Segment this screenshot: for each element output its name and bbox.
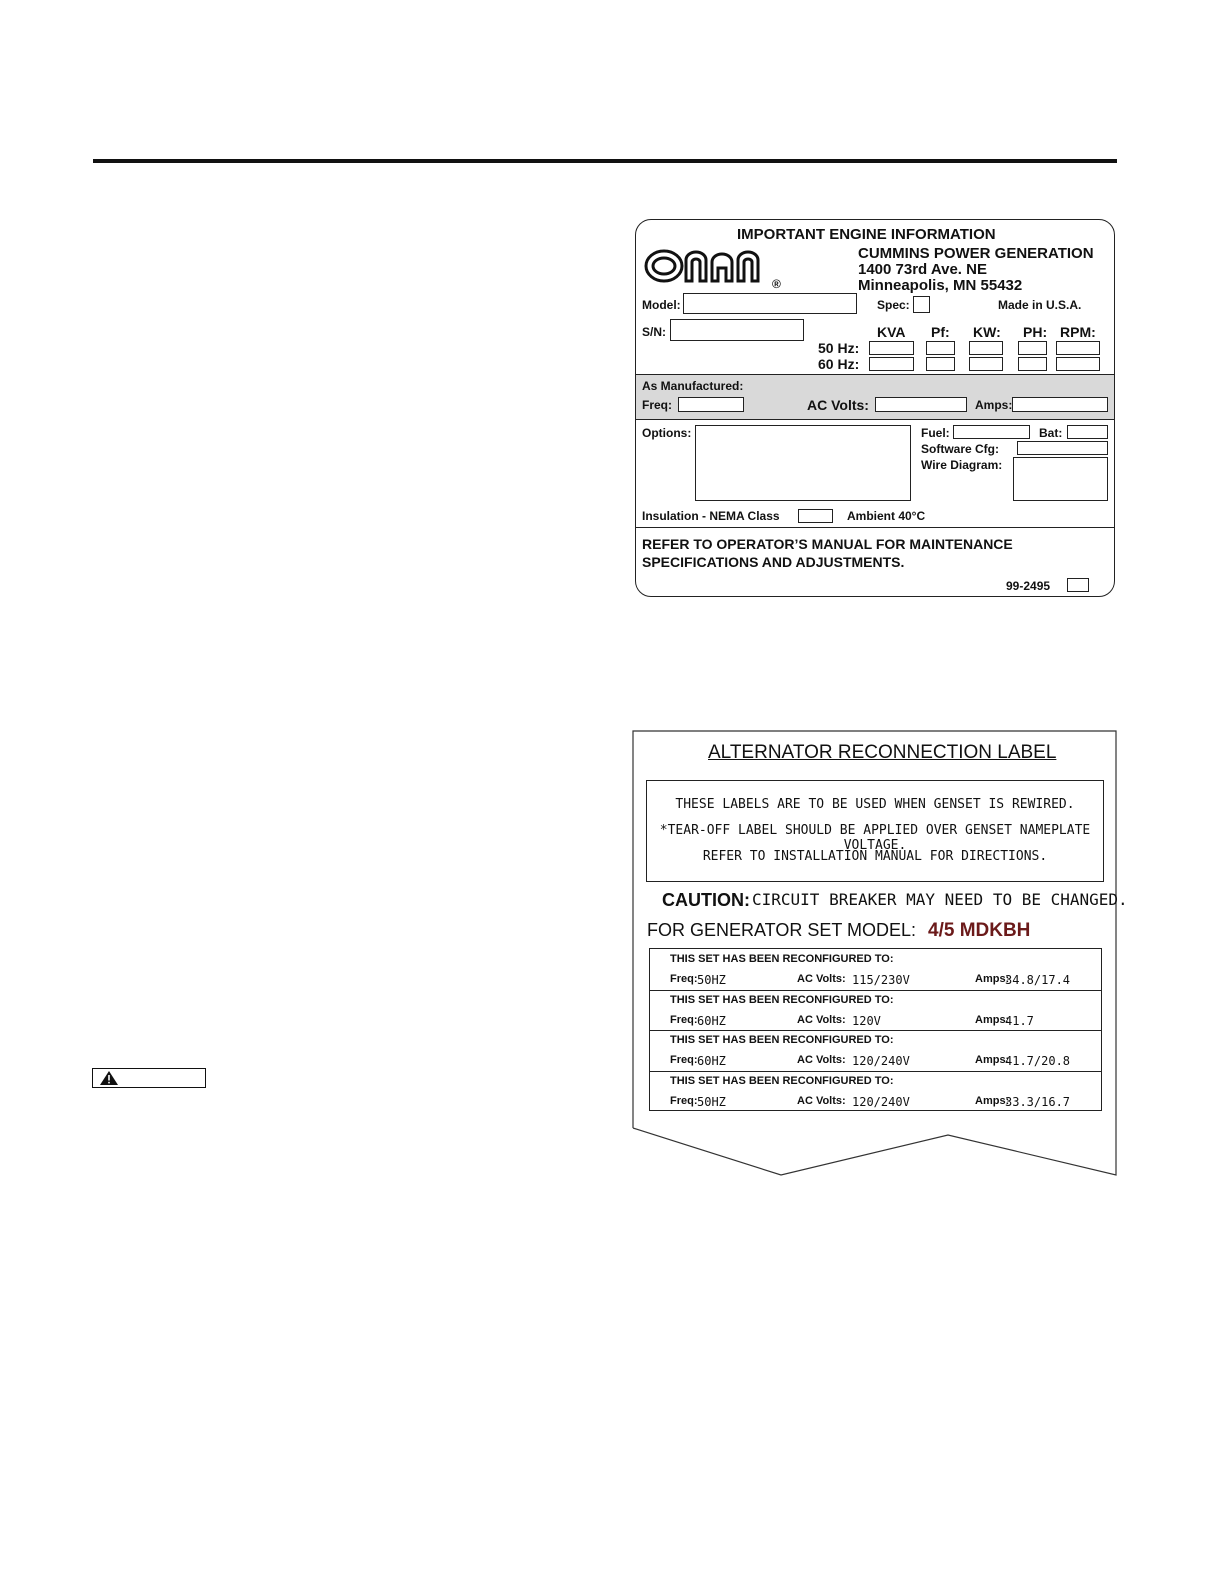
freq-value: 60HZ bbox=[697, 1054, 726, 1068]
volts-value: 120/240V bbox=[852, 1054, 910, 1068]
volts-value: 115/230V bbox=[852, 973, 910, 987]
freq-label: Freq: bbox=[670, 1054, 698, 1066]
col-rpm: RPM: bbox=[1060, 324, 1096, 340]
amps-label: Amps: bbox=[975, 398, 1013, 412]
amps-label: Amps: bbox=[975, 973, 1010, 985]
model-label: FOR GENERATOR SET MODEL: bbox=[647, 920, 917, 940]
pf-60-field bbox=[926, 357, 955, 371]
amps-value: 34.8/17.4 bbox=[1005, 973, 1071, 987]
ph-60-field bbox=[1018, 357, 1047, 371]
table-row bbox=[650, 1071, 1101, 1112]
rpm-50-field bbox=[1056, 341, 1100, 355]
wire-diagram-label: Wire Diagram: bbox=[921, 458, 1003, 472]
amps-value: 33.3/16.7 bbox=[1005, 1094, 1071, 1109]
row-divider bbox=[650, 990, 1101, 991]
row-heading: THIS SET HAS BEEN RECONFIGURED TO: bbox=[670, 953, 894, 965]
hz60-label: 60 Hz: bbox=[818, 356, 860, 372]
fuel-label: Fuel: bbox=[921, 426, 950, 440]
software-cfg-field bbox=[1017, 441, 1108, 455]
company-address-line1: 1400 73rd Ave. NE bbox=[858, 261, 987, 278]
made-in-label: Made in U.S.A. bbox=[998, 298, 1082, 312]
fuel-field bbox=[953, 425, 1030, 439]
col-kva: KVA bbox=[877, 324, 906, 340]
recon-title: ALTERNATOR RECONNECTION LABEL bbox=[708, 742, 1057, 763]
insulation-label: Insulation - NEMA Class bbox=[642, 509, 780, 523]
freq-label: Freq: bbox=[670, 973, 698, 985]
part-number: 99-2495 bbox=[1006, 579, 1051, 593]
freq-label: Freq: bbox=[642, 398, 672, 412]
kva-60-field bbox=[869, 357, 914, 371]
model-label: Model: bbox=[642, 298, 681, 312]
company-address-line2: Minneapolis, MN 55432 bbox=[858, 277, 1023, 294]
row-heading: THIS SET HAS BEEN RECONFIGURED TO: bbox=[670, 1034, 894, 1046]
insulation-class-field bbox=[798, 509, 833, 523]
col-ph: PH: bbox=[1023, 324, 1048, 340]
plate-divider bbox=[636, 527, 1114, 528]
top-rule bbox=[93, 159, 1117, 163]
note-line-3: REFER TO INSTALLATION MANUAL FOR DIRECTIONS. bbox=[702, 849, 1048, 864]
volts-value: 120V bbox=[852, 1013, 881, 1028]
wire-diagram-field bbox=[1013, 457, 1108, 501]
volts-label: AC Volts: bbox=[797, 1013, 846, 1026]
as-manufactured-label: As Manufactured: bbox=[642, 379, 744, 393]
volts-label: AC Volts: bbox=[797, 1054, 846, 1066]
volts-value: 120/240V bbox=[852, 1094, 910, 1109]
refer-line2: SPECIFICATIONS AND ADJUSTMENTS. bbox=[642, 554, 905, 570]
software-cfg-label: Software Cfg: bbox=[921, 442, 999, 456]
row-divider bbox=[650, 1071, 1101, 1072]
col-kw: KW: bbox=[973, 324, 1001, 340]
volts-label: AC Volts: bbox=[797, 973, 846, 985]
alternator-reconnection-label bbox=[632, 730, 1128, 1178]
pf-50-field bbox=[926, 341, 955, 355]
freq-value: 60HZ bbox=[697, 1013, 726, 1028]
reconfiguration-table bbox=[649, 948, 1102, 1111]
note-line-1: THESE LABELS ARE TO BE USED WHEN GENSET IS REWIRED. bbox=[675, 797, 1075, 812]
caution-text: CIRCUIT BREAKER MAY NEED TO BE CHANGED. bbox=[752, 890, 1128, 909]
onan-logo bbox=[642, 246, 782, 291]
company-name: CUMMINS POWER GENERATION bbox=[858, 245, 1094, 262]
freq-label: Freq: bbox=[670, 1094, 698, 1107]
row-heading: THIS SET HAS BEEN RECONFIGURED TO: bbox=[670, 1074, 894, 1087]
table-row bbox=[650, 949, 1101, 990]
freq-field bbox=[678, 397, 744, 412]
kva-50-field bbox=[869, 341, 914, 355]
options-label: Options: bbox=[642, 426, 692, 440]
row-divider bbox=[650, 1030, 1101, 1031]
table-row bbox=[650, 990, 1101, 1031]
part-revision-field bbox=[1067, 578, 1089, 592]
notes-box bbox=[646, 780, 1104, 882]
spec-label: Spec: bbox=[877, 298, 910, 312]
ph-50-field bbox=[1018, 341, 1047, 355]
amps-field bbox=[1012, 397, 1108, 412]
table-row bbox=[650, 1030, 1101, 1071]
rpm-60-field bbox=[1056, 357, 1100, 371]
kw-50-field bbox=[969, 341, 1003, 355]
row-heading: THIS SET HAS BEEN RECONFIGURED TO: bbox=[670, 993, 894, 1006]
sn-field bbox=[670, 319, 804, 341]
freq-label: Freq: bbox=[670, 1013, 698, 1026]
freq-value: 50HZ bbox=[697, 1094, 726, 1109]
model-value: 4/5 MDKBH bbox=[928, 920, 1031, 941]
freq-value: 50HZ bbox=[697, 973, 726, 987]
volts-label: AC Volts: bbox=[797, 1094, 846, 1107]
spec-field bbox=[913, 296, 930, 313]
hz50-label: 50 Hz: bbox=[818, 340, 860, 356]
amps-label: Amps: bbox=[975, 1054, 1010, 1066]
registered-mark: ® bbox=[772, 277, 781, 291]
col-pf: Pf: bbox=[931, 324, 950, 340]
ac-volts-label: AC Volts: bbox=[807, 397, 869, 413]
plate-title: IMPORTANT ENGINE INFORMATION bbox=[737, 226, 996, 243]
sn-label: S/N: bbox=[642, 325, 666, 339]
ac-volts-field bbox=[875, 397, 967, 412]
caution-label: CAUTION: bbox=[662, 890, 750, 910]
note-line-2: *TEAR-OFF LABEL SHOULD BE APPLIED OVER GENSET NAMEPLATE VOLTAGE. bbox=[659, 823, 1091, 853]
warning-box bbox=[92, 1068, 206, 1088]
refer-line1: REFER TO OPERATOR’S MANUAL FOR MAINTENANCE bbox=[642, 536, 1013, 552]
engine-information-plate bbox=[635, 219, 1115, 597]
model-field bbox=[683, 293, 857, 314]
warning-triangle-icon bbox=[100, 1071, 118, 1085]
amps-value: 41.7 bbox=[1005, 1013, 1034, 1028]
bat-label: Bat: bbox=[1039, 426, 1063, 440]
bat-field bbox=[1067, 425, 1108, 439]
ambient-label: Ambient 40°C bbox=[847, 509, 926, 523]
amps-label: Amps: bbox=[975, 1013, 1010, 1026]
amps-value: 41.7/20.8 bbox=[1005, 1054, 1071, 1068]
kw-60-field bbox=[969, 357, 1003, 371]
options-field bbox=[695, 425, 911, 501]
amps-label: Amps: bbox=[975, 1094, 1010, 1107]
